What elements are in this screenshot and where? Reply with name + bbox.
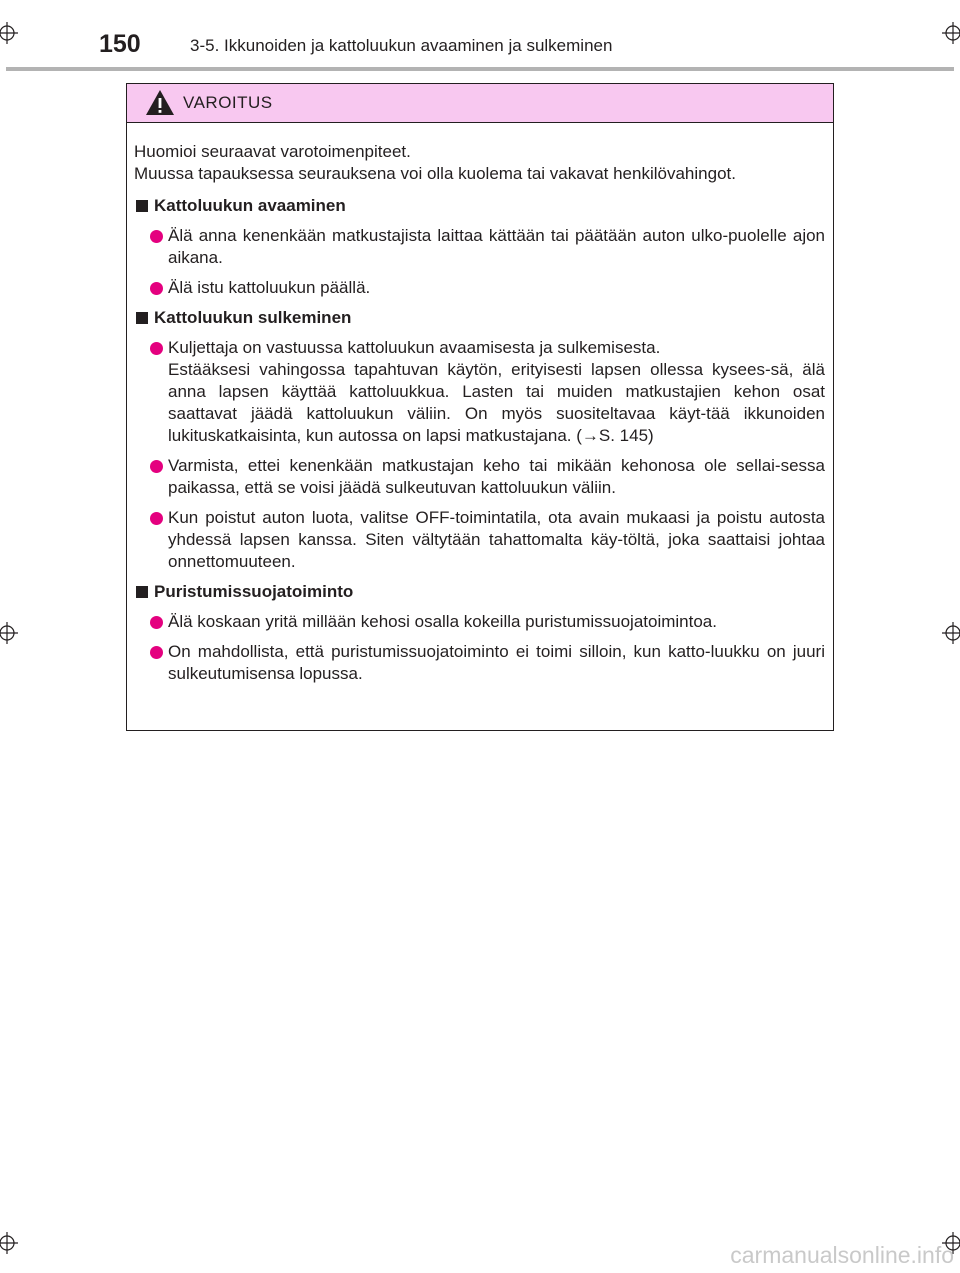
list-item-text: Älä anna kenenkään matkustajista laittaa kättään tai päätään auton ulko-puolelle ajon aikana. <box>168 226 825 267</box>
round-bullet-icon <box>150 282 163 295</box>
section-heading-label: Kattoluukun sulkeminen <box>154 308 352 327</box>
section-heading-label: Puristumissuojatoiminto <box>154 582 354 601</box>
round-bullet-icon <box>150 512 163 525</box>
list-item <box>134 611 825 633</box>
page-number: 150 <box>99 30 141 58</box>
intro-line: Muussa tapauksessa seurauksena voi olla kuolema tai vakavat henkilövahingot. <box>134 164 736 183</box>
square-bullet-icon <box>136 200 148 212</box>
registration-mark-icon <box>942 622 960 644</box>
round-bullet-icon <box>150 230 163 243</box>
warning-box <box>126 83 834 731</box>
list-item-text: On mahdollista, että puristumissuojatoiminto ei toimi silloin, kun katto-luukku on juuri sulkeutumisensa lopussa. <box>168 642 825 683</box>
square-bullet-icon <box>136 312 148 324</box>
header-divider <box>6 67 954 71</box>
warning-header <box>127 84 833 123</box>
list-item-text: Älä koskaan yritä millään kehosi osalla kokeilla puristumissuojatoimintoa. <box>168 612 717 631</box>
section-heading <box>134 307 825 329</box>
list-item-continuation: Estääksesi vahingossa tapahtuvan käytön, erityisesti lapsen ollessa kysees-sä, älä anna lapsen käyttää kattoluukkua. Lasten tai muiden matkustajien kehon osat saattavat jäädä kattoluukun väliin. On myös suositeltavaa käyt-tää ikkunoiden lukituskatkaisinta, kun autossa on lapsi matkustajana. (→S. 145) <box>168 360 825 445</box>
watermark-link[interactable]: carmanualsonline.info <box>730 1242 954 1268</box>
registration-mark-icon <box>0 1232 18 1254</box>
list-item <box>134 337 825 447</box>
list-item <box>134 225 825 269</box>
list-item-text: Älä istu kattoluukun päällä. <box>168 278 371 297</box>
list-item <box>134 455 825 499</box>
warning-title: VAROITUS <box>183 93 273 112</box>
round-bullet-icon <box>150 646 163 659</box>
warning-body <box>127 123 833 685</box>
section-heading <box>134 195 825 217</box>
intro-line: Huomioi seuraavat varotoimenpiteet. <box>134 142 411 161</box>
list-item-text: Kun poistut auton luota, valitse OFF-toimintatila, ota avain mukaasi ja poistu autosta yhdessä lapsen kanssa. Siten vältytään tahattomalta käy-töltä, joka saattaisi johtaa onnettomuuteen. <box>168 508 825 571</box>
list-item-text: Varmista, ettei kenenkään matkustajan keho tai mikään kehonosa ole sellai-sessa paikassa, että se voisi jäädä sulkeutuvan kattoluukun väliin. <box>168 456 825 497</box>
list-item <box>134 507 825 573</box>
round-bullet-icon <box>150 460 163 473</box>
square-bullet-icon <box>136 586 148 598</box>
section-title: 3-5. Ikkunoiden ja kattoluukun avaaminen ja sulkeminen <box>190 36 613 55</box>
section-heading-label: Kattoluukun avaaminen <box>154 196 346 215</box>
round-bullet-icon <box>150 616 163 629</box>
list-item-text: Kuljettaja on vastuussa kattoluukun avaamisesta ja sulkemisesta. <box>168 338 661 357</box>
registration-mark-icon <box>942 22 960 44</box>
registration-mark-icon <box>0 22 18 44</box>
warning-triangle-icon <box>145 89 175 116</box>
round-bullet-icon <box>150 342 163 355</box>
list-item <box>134 641 825 685</box>
section-heading <box>134 581 825 603</box>
registration-mark-icon <box>0 622 18 644</box>
warning-intro <box>134 141 825 185</box>
list-item <box>134 277 825 299</box>
